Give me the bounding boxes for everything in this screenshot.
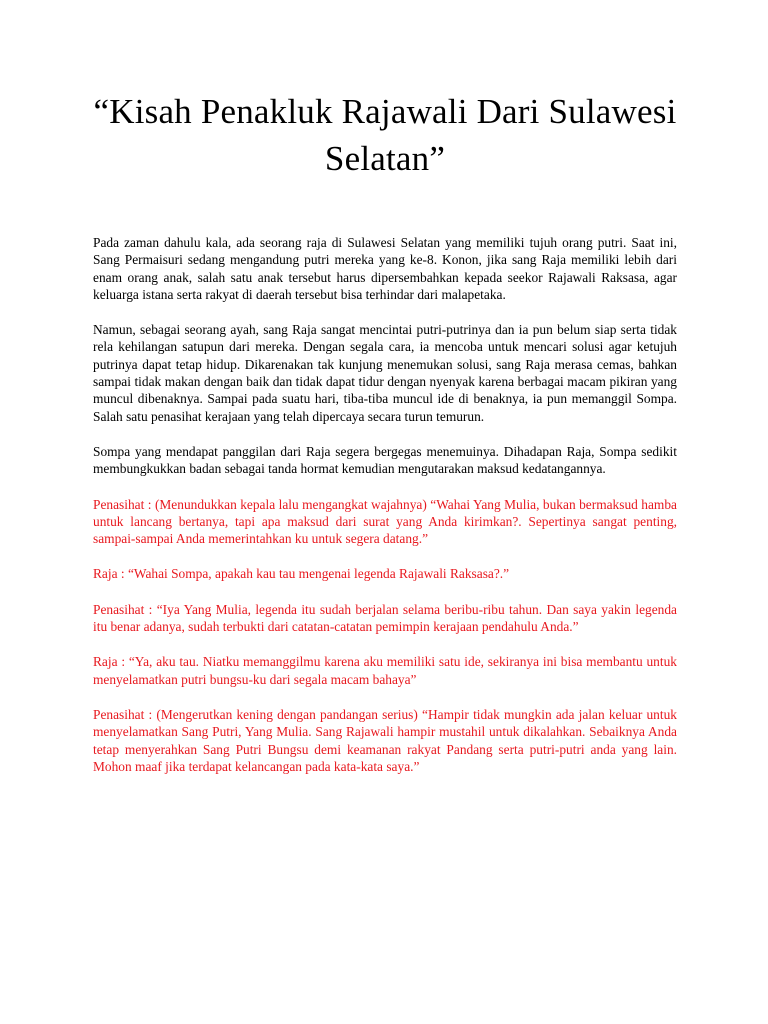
paragraph-dialogue-penasihat: Penasihat : (Menundukkan kepala lalu mengangkat wajahnya) “Wahai Yang Mulia, bukan bermaksud hamba untuk lancang bertanya, tapi apa maksud dari surat yang Anda kirimkan?. Sepertinya sangat penting, sampai-sampai Anda memerintahkan ku untuk segera datang.” — [93, 496, 677, 547]
paragraph-dialogue-penasihat: Penasihat : (Mengerutkan kening dengan pandangan serius) “Hampir tidak mungkin ada jalan keluar untuk menyelamatkan Sang Putri, Yang Mulia. Sang Rajawali hampir mustahil untuk dikalahkan. Sebaiknya Anda tetap menyerahkan Sang Putri Bungsu demi keamanan rakyat Pandang serta putri-putri anda yang lain. Mohon maaf jika terdapat kelancangan pada kata-kata saya.” — [93, 706, 677, 774]
paragraph-dialogue-penasihat: Penasihat : “Iya Yang Mulia, legenda itu sudah berjalan selama beribu-ribu tahun. Dan saya yakin legenda itu benar adanya, sudah terbukti dari catatan-catatan pemimpin kerajaan pendahulu Anda.” — [93, 601, 677, 635]
paragraph-narration: Namun, sebagai seorang ayah, sang Raja sangat mencintai putri-putrinya dan ia pun belum siap serta tidak rela kehilangan satupun dari mereka. Dengan segala cara, ia mencoba untuk mencari solusi agar ketujuh putrinya dapat tetap hidup. Dikarenakan tak kunjung menemukan solusi, sang Raja merasa cemas, bahkan sampai tidak makan dengan baik dan tidak dapat tidur dengan nyenyak karena berbagai macam pikiran yang muncul dibenaknya. Sampai pada suatu hari, tiba-tiba muncul ide di benaknya, ia pun memanggil Sompa. Salah satu penasihat kerajaan yang telah dipercaya secara turun temurun. — [93, 322, 677, 424]
paragraph-dialogue-raja: Raja : “Wahai Sompa, apakah kau tau mengenai legenda Rajawali Raksasa?.” — [93, 566, 510, 582]
document-title: “Kisah Penakluk Rajawali Dari Sulawesi Selatan” — [93, 92, 677, 178]
paragraph-narration: Sompa yang mendapat panggilan dari Raja segera bergegas menemuinya. Dihadapan Raja, Sompa sedikit membungkukkan badan sebagai tanda hormat kemudian mengutarakan maksud kedatangannya. — [93, 443, 677, 477]
paragraph-dialogue-raja: Raja : “Ya, aku tau. Niatku memanggilmu karena aku memiliki satu ide, sekiranya ini bisa membantu untuk menyelamatkan putri bungsu-ku dari segala macam bahaya” — [93, 654, 677, 687]
paragraph-narration: Pada zaman dahulu kala, ada seorang raja di Sulawesi Selatan yang memiliki tujuh orang putri. Saat ini, Sang Permaisuri sedang mengandung putri mereka yang ke-8. Konon, jika sang Raja memiliki lebih dari enam orang anak, salah satu anak tersebut harus dipersembahkan kepada seekor Rajawali Raksasa, agar keluarga istana serta rakyat di daerah tersebut bisa terhindar dari malapetaka. — [93, 235, 677, 302]
